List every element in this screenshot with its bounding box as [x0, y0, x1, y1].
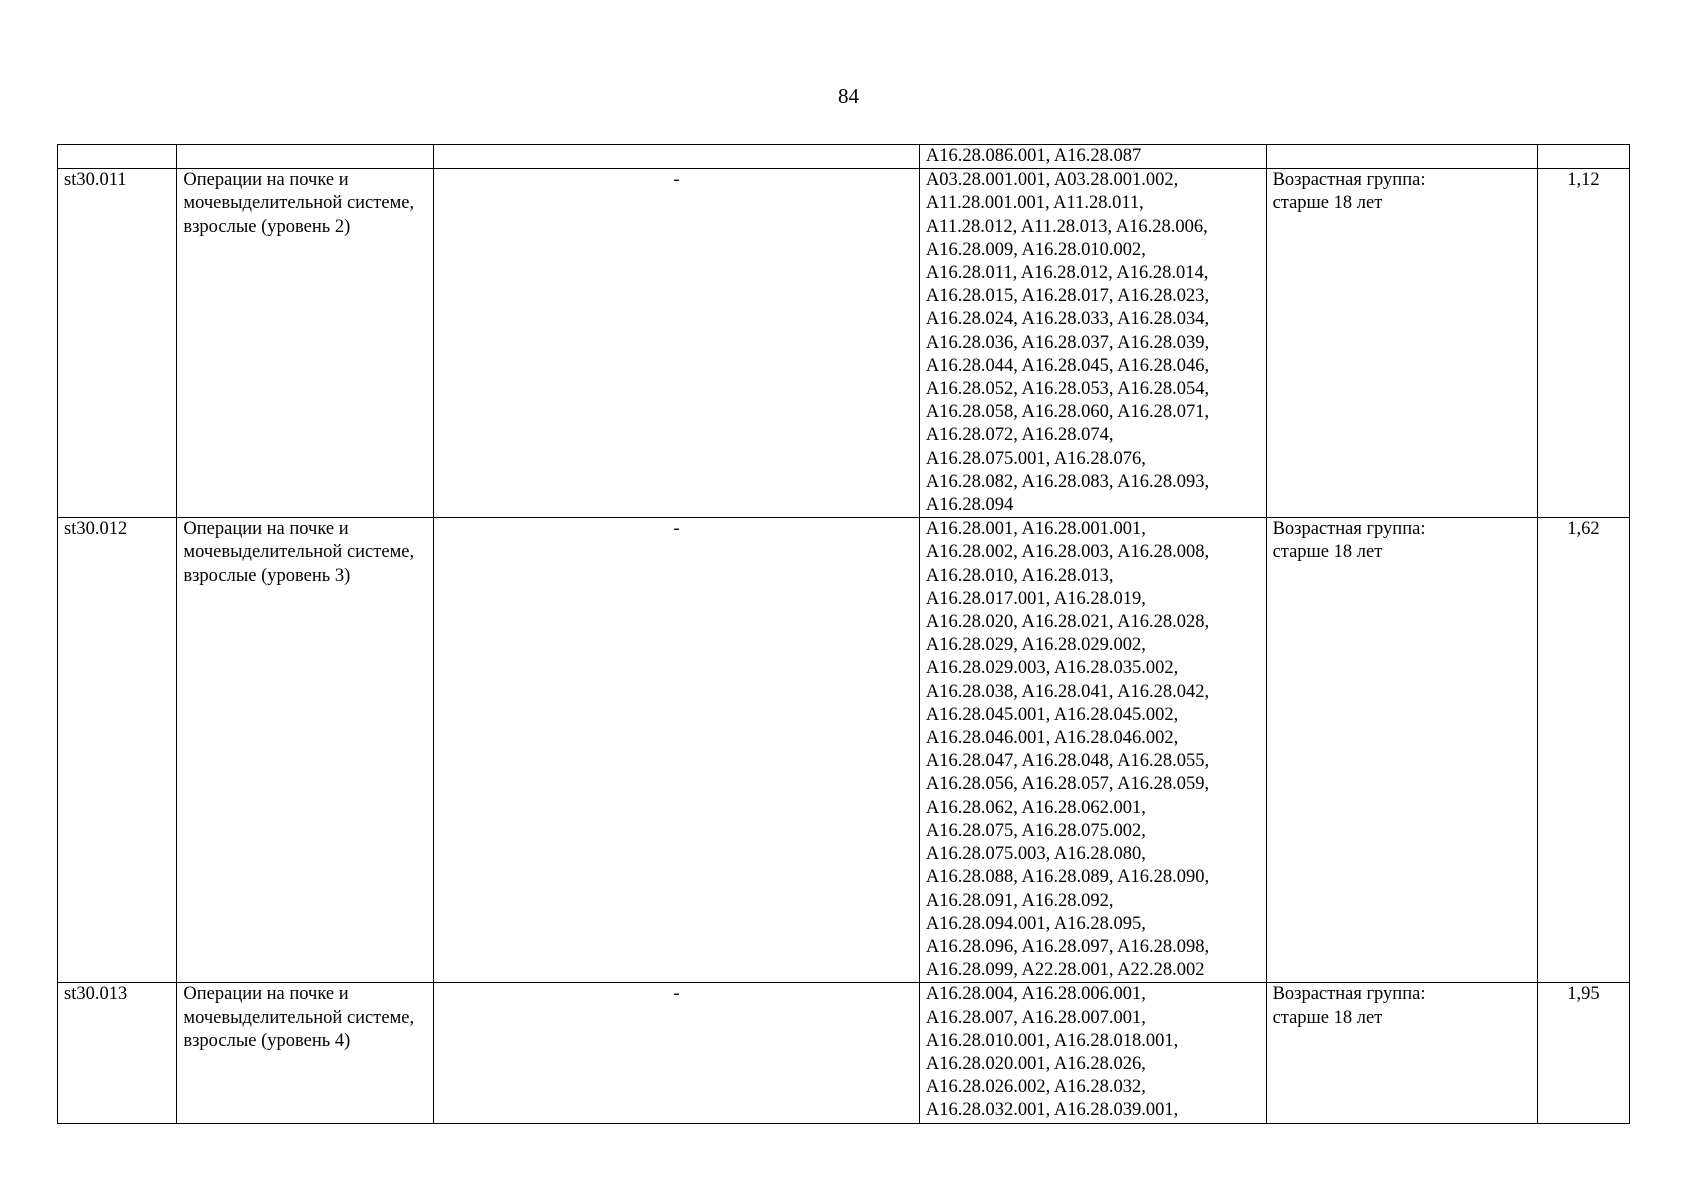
operation-codes-line: A16.28.024, A16.28.033, A16.28.034,	[925, 309, 1210, 330]
operation-codes-line: A16.28.075, A16.28.075.002,	[925, 820, 1146, 841]
extra-criteria-line: Возрастная группа:	[1272, 984, 1426, 1005]
operation-codes-line: A16.28.091, A16.28.092,	[925, 890, 1114, 911]
operation-codes-line: A16.28.058, A16.28.060, A16.28.071,	[925, 402, 1210, 423]
operation-codes-line: A16.28.029.003, A16.28.035.002,	[925, 658, 1179, 679]
operations-cell	[919, 983, 1266, 1123]
operation-codes-line: A16.28.099, A22.28.001, A22.28.002	[925, 960, 1205, 981]
name-cell: Операции на почке и мочевыделительной системе, взрослые (уровень 3)	[177, 518, 434, 983]
code-cell: st30.013	[58, 983, 177, 1123]
operation-codes-line: A16.28.032.001, A16.28.039.001,	[925, 1100, 1179, 1121]
operation-codes-line: A16.28.026.002, A16.28.032,	[925, 1077, 1146, 1098]
extra-criteria-cell	[1266, 983, 1537, 1123]
operation-codes-line: A16.28.044, A16.28.045, A16.28.046,	[925, 355, 1210, 376]
operation-codes-line: A16.28.056, A16.28.057, A16.28.059,	[925, 774, 1210, 795]
operation-codes-line: A16.28.088, A16.28.089, A16.28.090,	[925, 867, 1210, 888]
operation-codes-line: A16.28.004, A16.28.006.001,	[925, 984, 1146, 1005]
operation-codes-line: A16.28.001, A16.28.001.001,	[925, 519, 1146, 540]
diagnoses-cell	[433, 145, 919, 169]
table-row	[58, 518, 1630, 983]
extra-criteria-cell	[1266, 169, 1537, 518]
operation-codes-line: A16.28.096, A16.28.097, A16.28.098,	[925, 936, 1210, 957]
operations-cell	[919, 169, 1266, 518]
operation-codes-line: A16.28.086.001, A16.28.087	[925, 146, 1142, 166]
table-row	[58, 169, 1630, 518]
operation-codes-line: A16.28.015, A16.28.017, A16.28.023,	[925, 286, 1210, 307]
operation-codes-line: A11.28.012, A11.28.013, A16.28.006,	[925, 216, 1208, 237]
operation-codes-line: A16.28.072, A16.28.074,	[925, 425, 1114, 446]
operation-codes-line: A16.28.009, A16.28.010.002,	[925, 239, 1146, 260]
coefficient-cell: 1,12	[1537, 169, 1629, 518]
code-cell	[58, 145, 177, 169]
diagnoses-cell: -	[433, 518, 919, 983]
table-body	[58, 145, 1630, 1124]
code-cell: st30.012	[58, 518, 177, 983]
operation-codes-line: A11.28.001.001, A11.28.011,	[925, 193, 1144, 214]
operation-codes-line: A16.28.036, A16.28.037, A16.28.039,	[925, 332, 1210, 353]
code-cell: st30.011	[58, 169, 177, 518]
operation-codes-line: A16.28.002, A16.28.003, A16.28.008,	[925, 542, 1210, 563]
operation-codes-line: A16.28.082, A16.28.083, A16.28.093,	[925, 471, 1210, 492]
diagnoses-cell: -	[433, 983, 919, 1123]
extra-criteria-line: Возрастная группа:	[1272, 170, 1426, 191]
operation-codes-line: A16.28.046.001, A16.28.046.002,	[925, 728, 1179, 749]
operation-codes-line: A16.28.017.001, A16.28.019,	[925, 588, 1146, 609]
operation-codes-line: A03.28.001.001, A03.28.001.002,	[925, 170, 1179, 191]
operation-codes-line: A16.28.007, A16.28.007.001,	[925, 1007, 1146, 1028]
operation-codes-line: A16.28.010.001, A16.28.018.001,	[925, 1030, 1179, 1051]
operation-codes-line: A16.28.020.001, A16.28.026,	[925, 1053, 1146, 1074]
extra-criteria-line: старше 18 лет	[1272, 542, 1383, 563]
operation-codes-line: A16.28.075.001, A16.28.076,	[925, 448, 1146, 469]
coefficient-cell: 1,95	[1537, 983, 1629, 1123]
name-cell: Операции на почке и мочевыделительной системе, взрослые (уровень 2)	[177, 169, 434, 518]
extra-criteria-cell	[1266, 145, 1537, 169]
extra-criteria-line: старше 18 лет	[1272, 193, 1383, 214]
operation-codes-line: A16.28.045.001, A16.28.045.002,	[925, 704, 1179, 725]
operation-codes-line: A16.28.094.001, A16.28.095,	[925, 913, 1146, 934]
extra-criteria-cell	[1266, 518, 1537, 983]
coefficient-cell	[1537, 145, 1629, 169]
operation-codes-line: A16.28.038, A16.28.041, A16.28.042,	[925, 681, 1210, 702]
operation-codes-line: A16.28.075.003, A16.28.080,	[925, 844, 1146, 865]
diagnoses-cell: -	[433, 169, 919, 518]
table-row	[58, 145, 1630, 169]
tariff-table	[57, 144, 1630, 1124]
operation-codes-line: A16.28.010, A16.28.013,	[925, 565, 1114, 586]
operation-codes-line: A16.28.052, A16.28.053, A16.28.054,	[925, 379, 1210, 400]
extra-criteria-line: старше 18 лет	[1272, 1007, 1383, 1028]
operation-codes-line: A16.28.094	[925, 495, 1014, 516]
extra-criteria-line: Возрастная группа:	[1272, 519, 1426, 540]
table-row	[58, 983, 1630, 1123]
coefficient-cell: 1,62	[1537, 518, 1629, 983]
name-cell: Операции на почке и мочевыделительной системе, взрослые (уровень 4)	[177, 983, 434, 1123]
operations-cell	[919, 145, 1266, 169]
operation-codes-line: A16.28.011, A16.28.012, A16.28.014,	[925, 263, 1209, 284]
operation-codes-line: A16.28.020, A16.28.021, A16.28.028,	[925, 612, 1210, 633]
name-cell	[177, 145, 434, 169]
page-number: 84	[838, 84, 859, 108]
operations-cell	[919, 518, 1266, 983]
operation-codes-line: A16.28.062, A16.28.062.001,	[925, 797, 1146, 818]
operation-codes-line: A16.28.047, A16.28.048, A16.28.055,	[925, 751, 1210, 772]
operation-codes-line: A16.28.029, A16.28.029.002,	[925, 635, 1146, 656]
